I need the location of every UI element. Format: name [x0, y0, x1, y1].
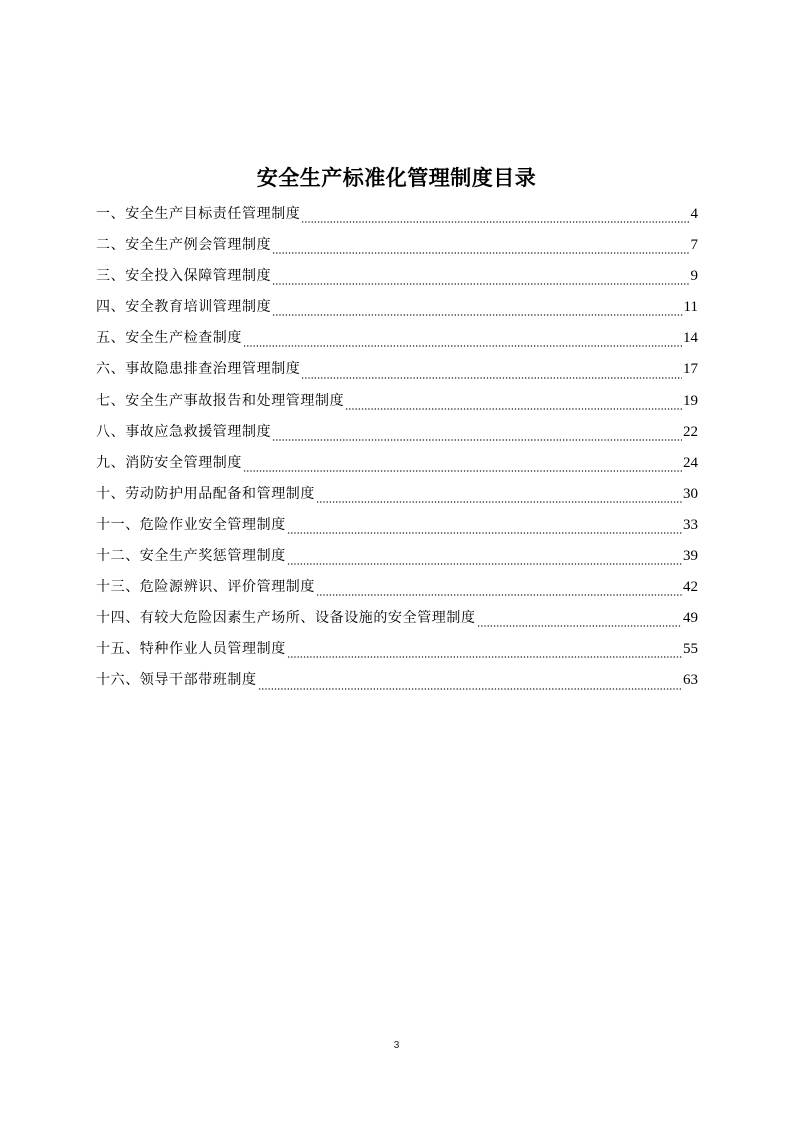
toc-entry[interactable]	[96, 233, 698, 264]
toc-entry-label: 一、安全生产目标责任管理制度	[96, 206, 301, 222]
toc-entry-label: 六、事故隐患排查治理管理制度	[96, 361, 301, 378]
toc-entry-label: 四、安全教育培训管理制度	[96, 299, 272, 316]
toc-entry-page: 4	[690, 206, 698, 222]
toc-entry[interactable]	[96, 575, 698, 606]
dot-leader	[287, 532, 682, 534]
dot-leader	[287, 563, 682, 565]
toc-entry-label: 十二、安全生产奖惩管理制度	[96, 548, 286, 565]
toc-entry[interactable]	[96, 326, 698, 357]
toc-entry-page: 11	[683, 299, 698, 316]
toc-entry[interactable]	[96, 389, 698, 420]
toc-entry-label: 五、安全生产检查制度	[96, 330, 242, 347]
toc-entry-page: 42	[683, 579, 698, 596]
toc-entry-label: 十三、危险源辨识、评价管理制度	[96, 579, 315, 596]
dot-leader	[287, 656, 682, 658]
dot-leader	[345, 408, 682, 410]
dot-leader	[272, 439, 682, 441]
dot-leader	[272, 283, 689, 285]
dot-leader	[301, 377, 682, 379]
dot-leader	[272, 252, 689, 254]
toc-entry[interactable]	[96, 357, 698, 388]
toc-entry-label: 七、安全生产事故报告和处理管理制度	[96, 392, 345, 409]
toc-entry-page: 49	[683, 610, 698, 627]
dot-leader	[243, 345, 682, 347]
toc-entry-page: 9	[690, 268, 698, 285]
toc-entry[interactable]	[96, 606, 698, 637]
table-of-contents	[96, 202, 698, 700]
dot-leader	[258, 688, 682, 690]
toc-entry-label: 十、劳动防护用品配备和管理制度	[96, 485, 315, 502]
toc-entry-label: 十六、领导干部带班制度	[96, 672, 257, 689]
toc-entry-label: 三、安全投入保障管理制度	[96, 268, 272, 285]
toc-entry-label: 十五、特种作业人员管理制度	[96, 641, 286, 658]
toc-entry-label: 九、消防安全管理制度	[96, 454, 242, 471]
toc-entry-label: 十一、危险作业安全管理制度	[96, 516, 286, 533]
toc-entry-page: 22	[683, 423, 698, 440]
toc-entry[interactable]	[96, 264, 698, 295]
page-number: 3	[393, 1040, 400, 1051]
page-title: 安全生产标准化管理制度目录	[256, 166, 537, 191]
toc-entry[interactable]	[96, 420, 698, 451]
toc-entry[interactable]	[96, 637, 698, 668]
toc-entry[interactable]	[96, 513, 698, 544]
toc-entry-page: 19	[683, 392, 698, 409]
dot-leader	[301, 221, 689, 223]
toc-entry-page: 17	[683, 361, 698, 378]
toc-entry-page: 30	[683, 485, 698, 502]
toc-entry-page: 14	[683, 330, 698, 347]
toc-entry-label: 十四、有较大危险因素生产场所、设备设施的安全管理制度	[96, 610, 476, 627]
toc-entry-page: 63	[683, 672, 698, 689]
toc-entry-page: 39	[683, 548, 698, 565]
dot-leader	[243, 470, 682, 472]
dot-leader	[316, 501, 682, 503]
toc-entry[interactable]	[96, 544, 698, 575]
toc-entry[interactable]	[96, 482, 698, 513]
dot-leader	[477, 625, 682, 627]
toc-entry-page: 7	[690, 237, 698, 254]
toc-entry-label: 二、安全生产例会管理制度	[96, 237, 272, 254]
toc-entry-label: 八、事故应急救援管理制度	[96, 423, 272, 440]
toc-entry-page: 24	[683, 454, 698, 471]
dot-leader	[272, 314, 682, 316]
toc-entry[interactable]	[96, 668, 698, 699]
dot-leader	[316, 594, 682, 596]
toc-entry[interactable]	[96, 451, 698, 482]
toc-entry-page: 33	[683, 516, 698, 533]
toc-entry-page: 55	[683, 641, 698, 658]
toc-entry[interactable]	[96, 202, 698, 233]
toc-entry[interactable]	[96, 295, 698, 326]
